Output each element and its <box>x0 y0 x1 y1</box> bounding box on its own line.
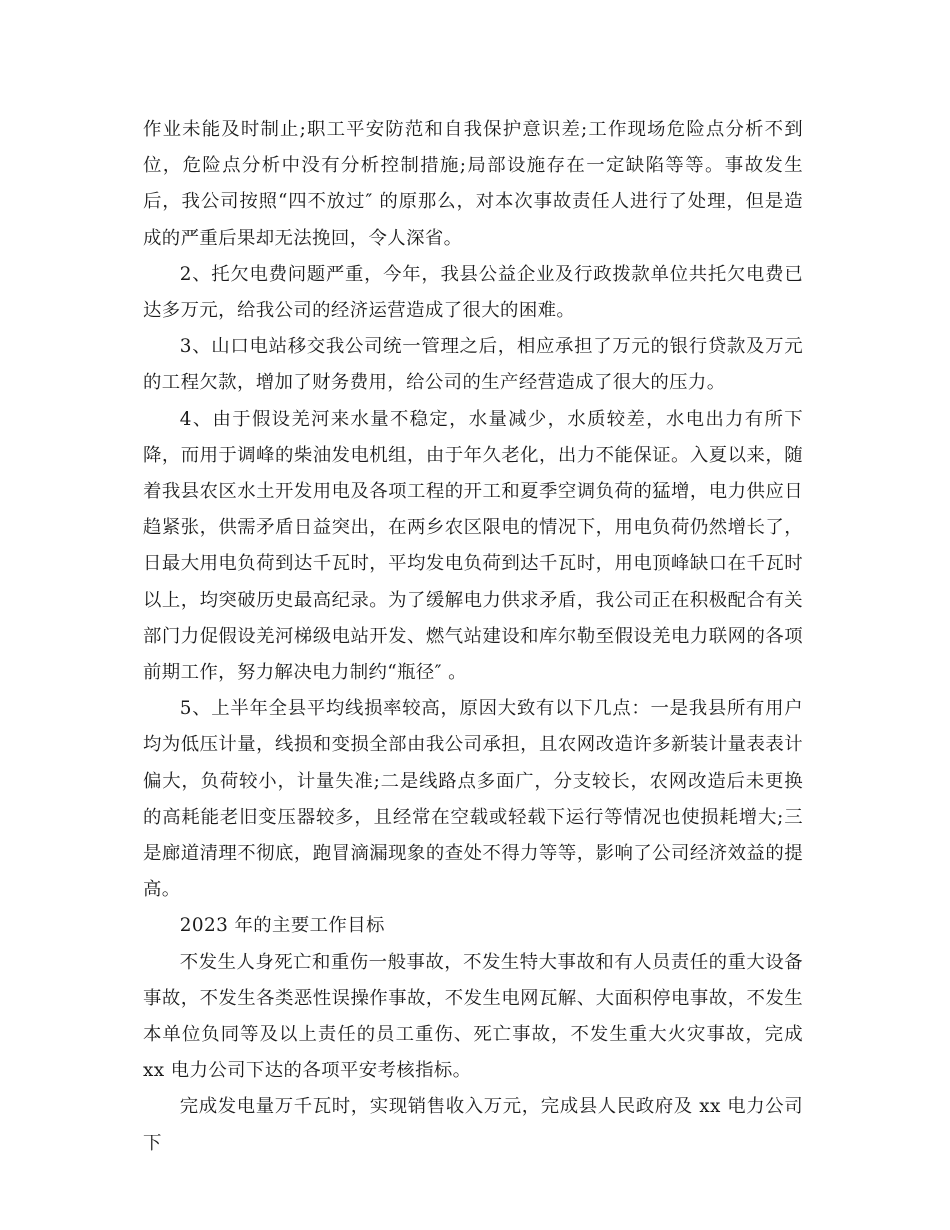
paragraph-item-2-arrears: 2、托欠电费问题严重，今年，我县公益企业及行政拨款单位共托欠电费已达多万元，给我公司的经济运营造成了很大的困难。 <box>143 263 803 322</box>
paragraph-item-4-power-supply: 4、由于假设羌河来水量不稳定，水量减少，水质较差，水电出力有所下降，而用于调峰的柴油发电机组，由于年久老化，出力不能保证。入夏以来，随着我县农区水土开发用电及各项工程的开工和夏季空调负荷的猛增，电力供应日趋紧张，供需矛盾日益突出，在两乡农区限电的情况下，用电负荷仍然增长了，日最大用电负荷到达千瓦时，平均发电负荷到达千瓦时，用电顶峰缺口在千瓦时以上，均突破历史最高纪录。为了缓解电力供求矛盾，我公司正在积极配合有关部门力促假设羌河梯级电站开发、燃气站建设和库尔勒至假设羌电力联网的各项前期工作，努力解决电力制约“瓶径″ 。 <box>143 408 803 684</box>
paragraph-goal-safety: 不发生人身死亡和重伤一般事故，不发生特大事故和有人员责任的重大设备事故，不发生各类恶性误操作事故，不发生电网瓦解、大面积停电事故，不发生本单位负同等及以上责任的员工重伤、死亡事故，不发生重大火灾事故，完成 xx 电力公司下达的各项平安考核指标。 <box>143 951 803 1082</box>
paragraph-item-5-line-loss: 5、上半年全县平均线损率较高，原因大致有以下几点：一是我县所有用户均为低压计量，线损和变损全部由我公司承担，且农网改造许多新装计量表表计偏大，负荷较小，计量失准;二是线路点多面广，分支较长，农网改造后未更换的高耗能老旧变压器较多，且经常在空载或轻载下运行等情况也使损耗增大;三是廊道清理不彻底，跑冒滴漏现象的查处不得力等等，影响了公司经济效益的提高。 <box>143 698 803 901</box>
section-heading-goals: 2023 年的主要工作目标 <box>179 915 385 937</box>
document-page <box>143 112 803 1162</box>
paragraph-accident-continued: 作业未能及时制止;职工平安防范和自我保护意识差;工作现场危险点分析不到位，危险点分析中没有分析控制措施;局部设施存在一定缺陷等等。事故发生后，我公司按照“四不放过″ 的原那么，对本次事故责任人进行了处理，但是造成的严重后果却无法挽回，令人深省。 <box>143 119 803 249</box>
paragraph-item-3-station-debt: 3、山口电站移交我公司统一管理之后，相应承担了万元的银行贷款及万元的工程欠款，增加了财务费用，给公司的生产经营造成了很大的压力。 <box>143 336 803 394</box>
paragraph-goal-generation: 完成发电量万千瓦时，实现销售收入万元，完成县人民政府及 xx 电力公司下 <box>143 1096 803 1154</box>
